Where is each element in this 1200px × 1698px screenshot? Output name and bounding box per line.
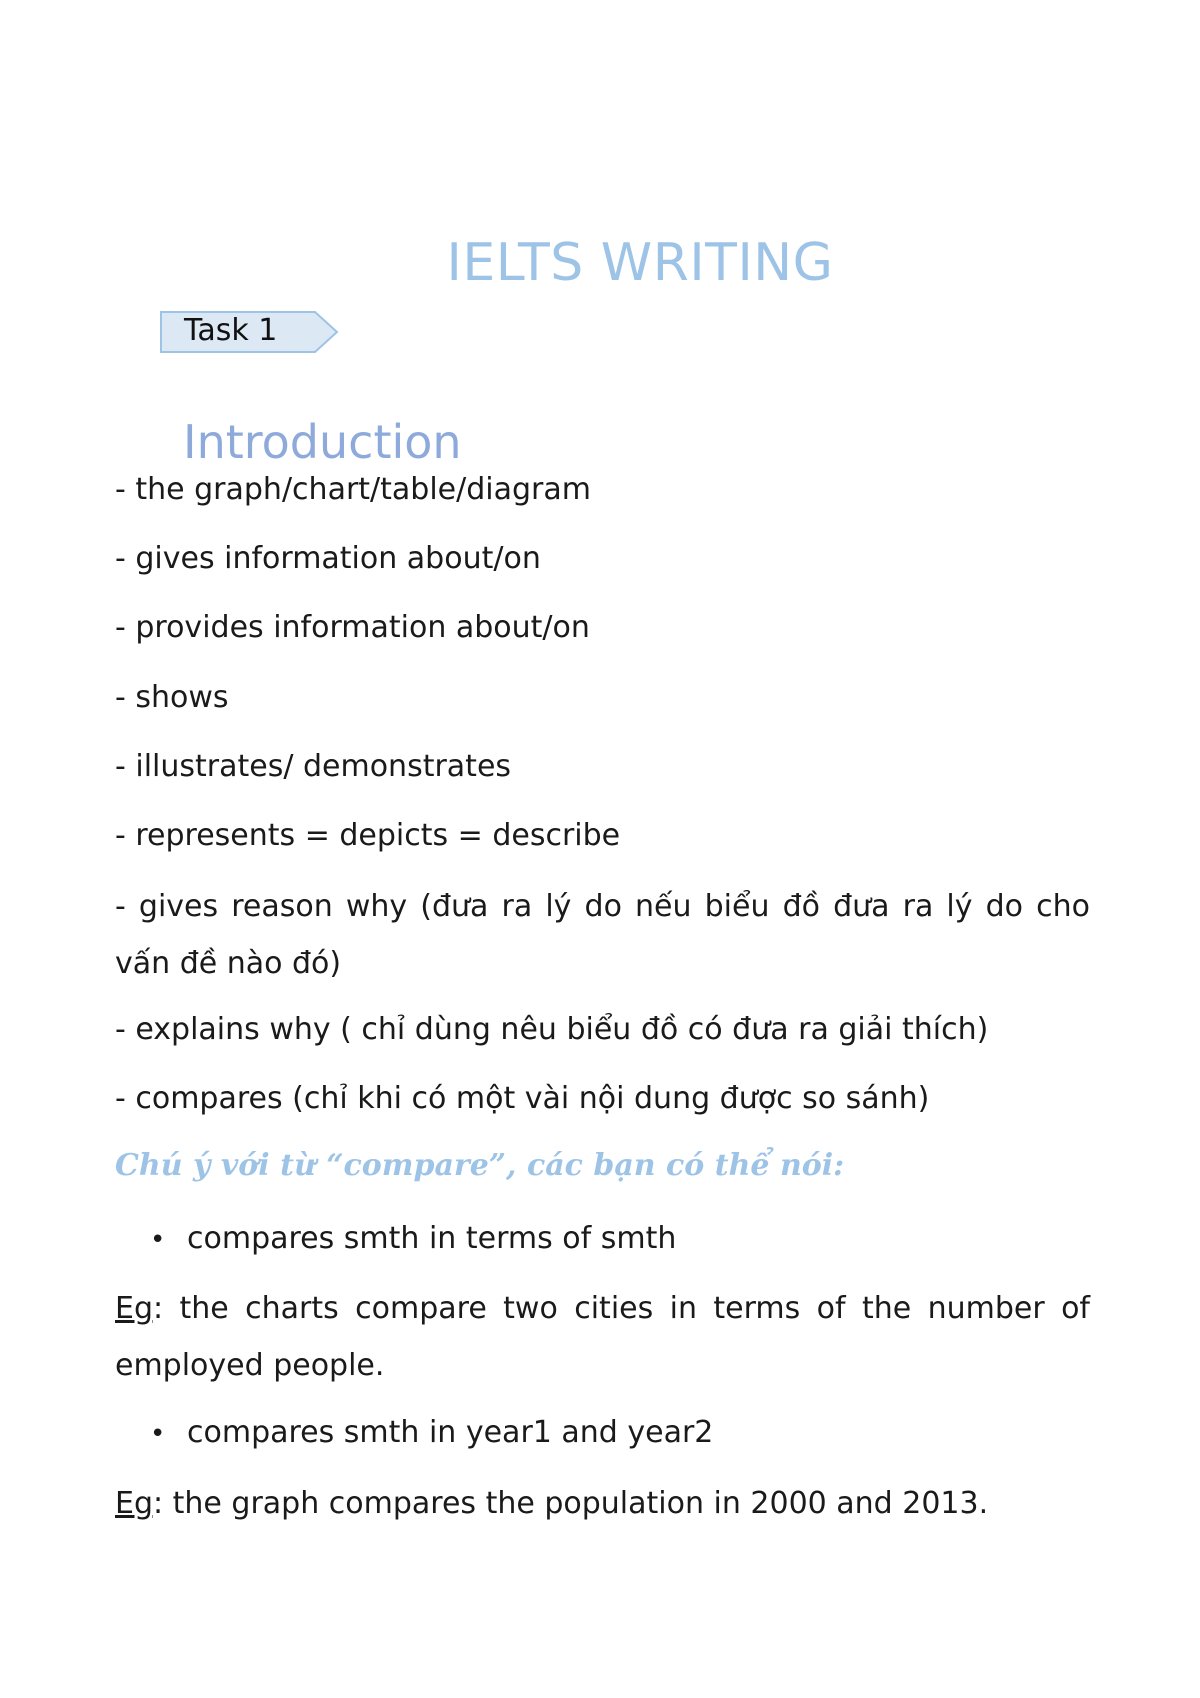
intro-line: - provides information about/on: [115, 610, 590, 645]
example-paragraph: [115, 1475, 1090, 1532]
intro-line: - shows: [115, 680, 229, 715]
section-heading: Introduction: [183, 415, 462, 470]
intro-line: - compares (chỉ khi có một vài nội dung được so sánh): [115, 1081, 930, 1116]
bullet-icon: •: [150, 1419, 166, 1449]
eg-label: Eg: [115, 1486, 153, 1521]
eg-label: Eg: [115, 1291, 153, 1326]
intro-line: - the graph/chart/table/diagram: [115, 472, 591, 507]
task-tag: [160, 311, 340, 355]
task-tag-label: Task 1: [184, 313, 278, 348]
bullet-item: [150, 1219, 676, 1260]
intro-line: - gives information about/on: [115, 541, 541, 576]
intro-line: - gives reason why (đưa ra lý do nếu biểu đồ đưa ra lý do cho vấn đề nào đó): [115, 889, 1090, 981]
note-heading: Chú ý với từ “compare”, các bạn có thể nói:: [115, 1148, 845, 1183]
bullet-icon: •: [150, 1225, 166, 1255]
bullet-text: compares smth in terms of smth: [187, 1221, 677, 1256]
intro-line: - explains why ( chỉ dùng nêu biểu đồ có đưa ra giải thích): [115, 1012, 989, 1047]
intro-line: - represents = depicts = describe: [115, 818, 621, 853]
eg-text: : the graph compares the population in 2000 and 2013.: [153, 1486, 989, 1521]
bullet-text: compares smth in year1 and year2: [187, 1415, 714, 1450]
intro-line: - illustrates/ demonstrates: [115, 749, 512, 784]
bullet-item: [150, 1413, 713, 1454]
example-paragraph: [115, 1280, 1090, 1394]
eg-text: : the charts compare two cities in terms of the number of employed people.: [115, 1291, 1090, 1383]
document-title: IELTS WRITING: [446, 232, 834, 293]
